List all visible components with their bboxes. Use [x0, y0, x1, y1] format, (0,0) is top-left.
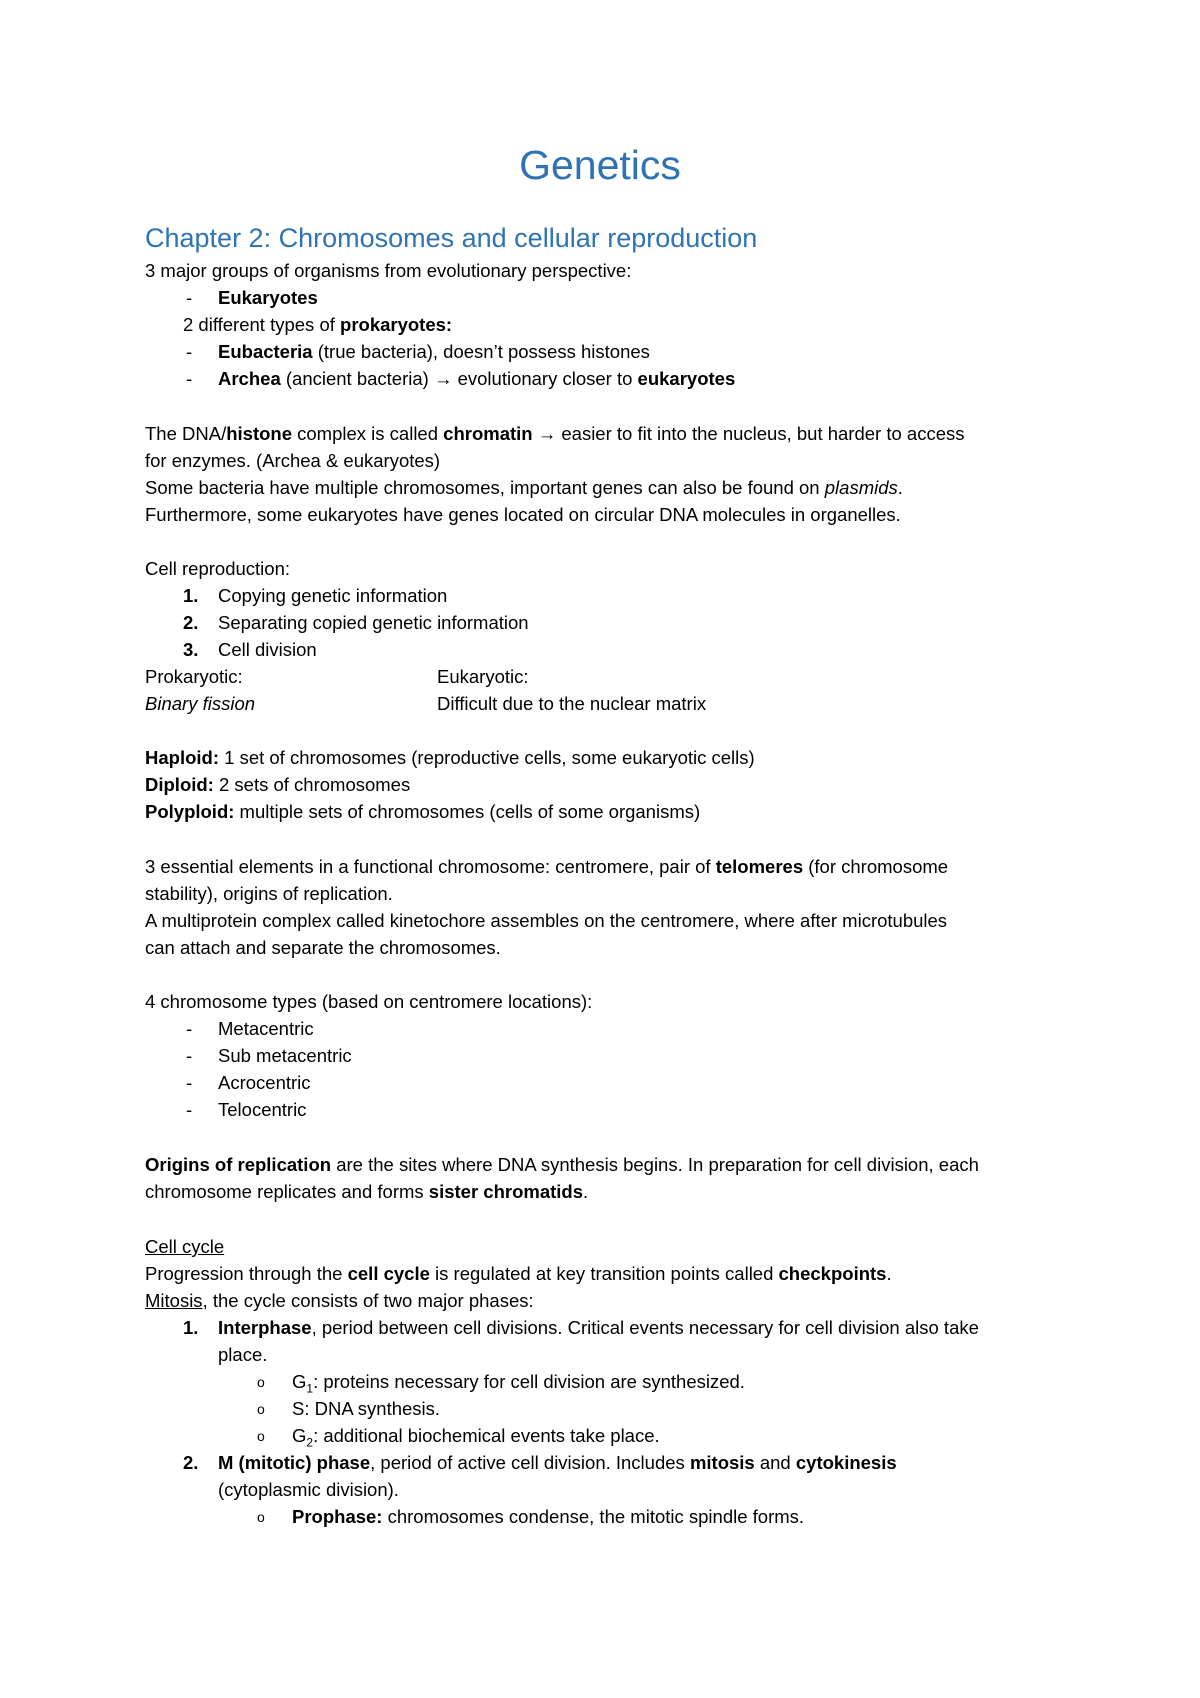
bullet-circle: o	[257, 1509, 265, 1525]
sub-list-item	[292, 1505, 804, 1529]
text-run: (for chromosome	[803, 856, 949, 877]
sub-list-item	[292, 1424, 660, 1448]
paragraph-line: Furthermore, some eukaryotes have genes located on circular DNA molecules in organelles.	[145, 504, 901, 525]
list-item: Separating copied genetic information	[218, 612, 529, 633]
list-item: Eukaryotes	[218, 287, 318, 308]
paragraph-line	[145, 1289, 534, 1313]
text-run: , period between cell divisions. Critical events necessary for cell division also take	[311, 1317, 979, 1338]
text-run: Prophase:	[292, 1506, 383, 1527]
text-run: histone	[226, 423, 292, 444]
sub-list-item: S: DNA synthesis.	[292, 1398, 441, 1419]
page-title: Genetics	[519, 142, 681, 188]
bullet-circle: o	[257, 1374, 265, 1390]
chapter-heading: Chapter 2: Chromosomes and cellular reproduction	[145, 223, 758, 253]
bullet-dash: -	[186, 1018, 193, 1039]
list-number: 1.	[183, 1317, 199, 1338]
text-run: telomeres	[715, 856, 804, 877]
text-run: : proteins necessary for cell division are synthesized.	[313, 1371, 745, 1392]
text-run: is regulated at key transition points called	[429, 1263, 779, 1284]
text-run: The DNA/	[145, 423, 227, 444]
text-run: Progression through the	[145, 1263, 348, 1284]
text-run: Polyploid:	[145, 801, 235, 822]
eukaryotic-label: Eukaryotic:	[437, 666, 529, 687]
section-label: Cell reproduction:	[145, 558, 290, 579]
text-run: M (mitotic) phase	[218, 1452, 371, 1473]
text-run: cell cycle	[347, 1263, 430, 1284]
list-item: Copying genetic information	[218, 585, 448, 606]
text-run: Archea	[218, 368, 281, 389]
text-run: Diploid:	[145, 774, 214, 795]
text-run: easier to fit into the nucleus, but harder to access	[556, 423, 965, 444]
bullet-dash: -	[186, 1045, 193, 1066]
list-item	[218, 1316, 979, 1340]
text-run: , period of active cell division. Includes	[370, 1452, 690, 1473]
text-run: G	[292, 1371, 307, 1392]
text-run: evolutionary closer to	[452, 368, 638, 389]
text-run: Haploid:	[145, 747, 219, 768]
text-run: chromatin	[443, 423, 533, 444]
text-run: mitosis	[689, 1452, 755, 1473]
text-run: (true bacteria), doesn’t possess histones	[312, 341, 650, 362]
list-item: Acrocentric	[218, 1072, 311, 1093]
list-item-continued: (cytoplasmic division).	[218, 1479, 399, 1500]
subscript: 2	[306, 1435, 314, 1450]
list-item: Cell division	[218, 639, 317, 660]
text-run: chromosome replicates and forms	[145, 1181, 429, 1202]
prokaryotes-line	[183, 313, 452, 337]
bullet-dash: -	[186, 1072, 193, 1093]
section-label: 4 chromosome types (based on centromere locations):	[145, 991, 593, 1012]
text-run: 2 sets of chromosomes	[213, 774, 411, 795]
text-run: .	[583, 1181, 589, 1202]
prokaryotic-label: Prokaryotic:	[145, 666, 243, 687]
text-run: 1 set of chromosomes (reproductive cells, some eukaryotic cells)	[219, 747, 755, 768]
arrow-icon: →	[433, 368, 453, 389]
text-run: , the cycle consists of two major phases:	[202, 1290, 534, 1311]
paragraph-line	[145, 855, 948, 879]
text-run: : additional biochemical events take place.	[313, 1425, 660, 1446]
list-item: Metacentric	[218, 1018, 314, 1039]
paragraph-line	[145, 476, 903, 500]
text-run: complex is called	[292, 423, 444, 444]
text-run: Mitosis	[145, 1290, 203, 1311]
list-number: 1.	[183, 585, 199, 606]
text-run: sister chromatids	[428, 1181, 584, 1202]
list-item: Sub metacentric	[218, 1045, 352, 1066]
prokaryotic-value: Binary fission	[145, 693, 256, 714]
paragraph-line: can attach and separate the chromosomes.	[145, 937, 501, 958]
text-run: cytokinesis	[795, 1452, 897, 1473]
sub-list-item	[292, 1370, 745, 1394]
list-item	[218, 1451, 897, 1475]
definition-line	[145, 746, 755, 770]
paragraph-line	[145, 1180, 588, 1204]
eukaryotic-value: Difficult due to the nuclear matrix	[437, 693, 707, 714]
definition-line	[145, 773, 410, 797]
bullet-dash: -	[186, 287, 193, 308]
text-run: Interphase	[218, 1317, 312, 1338]
text-run: prokaryotes:	[340, 314, 453, 335]
paragraph-line	[145, 422, 965, 446]
text-run: and	[754, 1452, 796, 1473]
text-run: checkpoints	[778, 1263, 887, 1284]
bullet-dash: -	[186, 1099, 193, 1120]
paragraph-line	[145, 1153, 979, 1177]
text-run: are the sites where DNA synthesis begins. In preparation for cell division, each	[331, 1154, 979, 1175]
text-run: Eubacteria	[218, 341, 313, 362]
text-run: chromosomes condense, the mitotic spindle forms.	[382, 1506, 805, 1527]
text-run: .	[897, 477, 903, 498]
list-item	[218, 340, 650, 364]
bullet-dash: -	[186, 341, 193, 362]
paragraph-line: stability), origins of replication.	[145, 883, 393, 904]
text-run: multiple sets of chromosomes (cells of some organisms)	[234, 801, 701, 822]
paragraph-line: for enzymes. (Archea & eukaryotes)	[145, 450, 441, 471]
definition-line	[145, 800, 700, 824]
text-run: Some bacteria have multiple chromosomes, important genes can also be found on	[145, 477, 825, 498]
text-run: Origins of replication	[145, 1154, 332, 1175]
paragraph-line: A multiprotein complex called kinetochore assembles on the centromere, where after microtubules	[145, 910, 948, 931]
text-run: eukaryotes	[637, 368, 736, 389]
subscript: 1	[306, 1381, 314, 1396]
text-run: 3 essential elements in a functional chromosome: centromere, pair of	[145, 856, 716, 877]
text-run: 2 different types of	[183, 314, 341, 335]
text-run: (ancient bacteria)	[280, 368, 434, 389]
groups-intro: 3 major groups of organisms from evolutionary perspective:	[145, 260, 632, 281]
arrow-icon: →	[537, 423, 557, 444]
list-item	[218, 367, 735, 391]
text-run: G	[292, 1425, 307, 1446]
list-item-continued: place.	[218, 1344, 268, 1365]
text-run: .	[886, 1263, 892, 1284]
list-item: Telocentric	[218, 1099, 307, 1120]
list-number: 2.	[183, 1452, 199, 1473]
list-number: 3.	[183, 639, 199, 660]
bullet-circle: o	[257, 1401, 265, 1417]
bullet-circle: o	[257, 1428, 265, 1444]
paragraph-line	[145, 1262, 892, 1286]
text-run: plasmids	[824, 477, 898, 498]
list-number: 2.	[183, 612, 199, 633]
cell-cycle-heading: Cell cycle	[145, 1236, 225, 1257]
bullet-dash: -	[186, 368, 193, 389]
